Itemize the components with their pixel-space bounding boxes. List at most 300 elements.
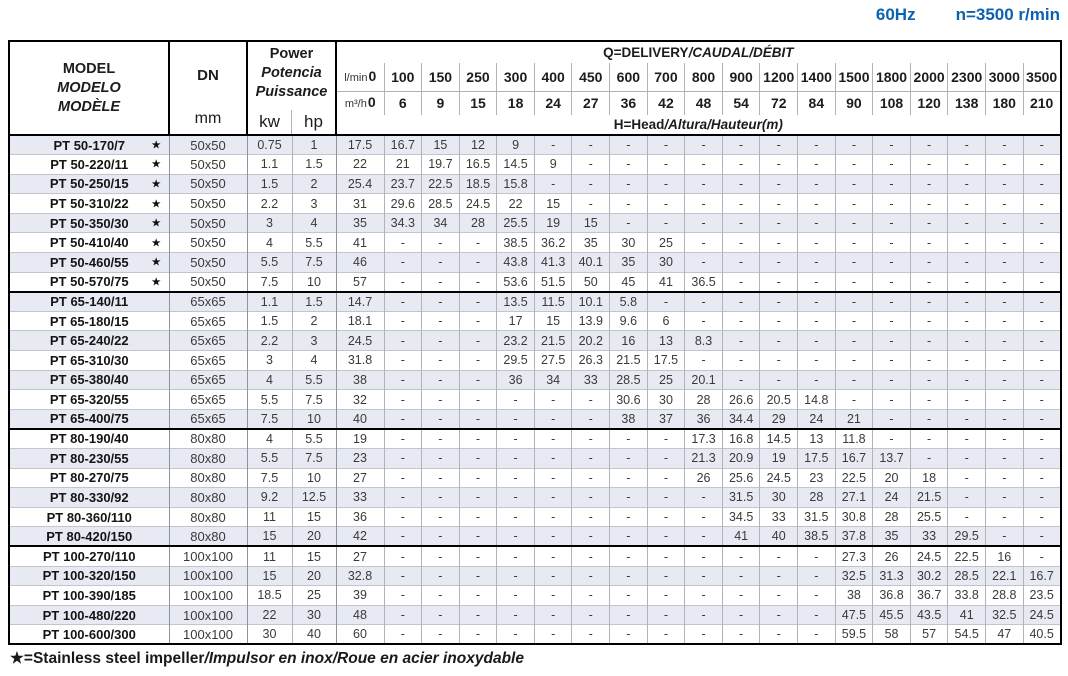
pump-row: [9, 194, 1061, 214]
flow-m3h-value: 15: [459, 92, 497, 115]
head-value-cell: 22.5: [948, 546, 986, 566]
head-value-cell: 25.6: [722, 468, 760, 488]
flow-lmin-value: 450: [572, 63, 610, 91]
power-header-en: Power: [269, 46, 314, 62]
head-value-cell: -: [835, 272, 873, 292]
head-value-cell: 23: [336, 449, 384, 469]
head-value-cell: -: [384, 429, 422, 449]
flow-m3h-value: 36: [610, 92, 648, 115]
head-value-cell: -: [1023, 390, 1061, 410]
head-value-cell: -: [873, 370, 911, 390]
head-value-cell: 17.5: [647, 351, 685, 371]
head-value-cell: -: [798, 625, 836, 645]
head-value-cell: -: [534, 409, 572, 429]
head-value-cell: 36.7: [910, 586, 948, 606]
head-value-cell: -: [610, 174, 648, 194]
kw-cell: 4: [247, 370, 292, 390]
head-value-cell: -: [685, 488, 723, 508]
head-value-cell: -: [910, 390, 948, 410]
model-header-es: MODELO: [57, 79, 121, 96]
head-value-cell: -: [459, 527, 497, 547]
pump-row: [9, 370, 1061, 390]
head-value-cell: -: [384, 605, 422, 625]
head-value-cell: 13: [798, 429, 836, 449]
model-name: PT 50-460/55: [49, 254, 129, 270]
head-value-cell: 34.5: [722, 507, 760, 527]
model-cell: [9, 331, 169, 351]
head-value-cell: 15: [534, 311, 572, 331]
power-column-header: [247, 41, 336, 135]
head-value-cell: -: [873, 194, 911, 214]
model-cell: [9, 272, 169, 292]
head-value-cell: -: [760, 272, 798, 292]
head-value-cell: -: [534, 527, 572, 547]
head-value-cell: 33: [910, 527, 948, 547]
head-value-cell: -: [685, 507, 723, 527]
head-value-cell: -: [986, 272, 1024, 292]
dn-cell: 100x100: [169, 625, 247, 645]
head-value-cell: -: [1023, 135, 1061, 155]
model-name: PT 80-230/55: [49, 450, 129, 466]
head-value-cell: -: [986, 311, 1024, 331]
pump-row: [9, 566, 1061, 586]
head-value-cell: -: [1023, 155, 1061, 175]
pump-row: [9, 546, 1061, 566]
head-value-cell: -: [873, 351, 911, 371]
head-value-cell: 22.5: [422, 174, 460, 194]
head-value-cell: -: [572, 566, 610, 586]
head-value-cell: -: [497, 468, 535, 488]
model-name: PT 100-600/300: [42, 626, 136, 642]
head-value-cell: 29.6: [384, 194, 422, 214]
kw-cell: 3: [247, 213, 292, 233]
head-value-cell: 24.5: [910, 546, 948, 566]
head-value-cell: -: [948, 351, 986, 371]
flow-m3h-unit-cell: [336, 92, 384, 115]
head-value-cell: 28: [873, 507, 911, 527]
head-value-cell: -: [459, 331, 497, 351]
head-value-cell: 30.6: [610, 390, 648, 410]
flow-lmin-value: 2000: [910, 63, 948, 91]
head-value-cell: -: [572, 586, 610, 606]
head-value-cell: -: [760, 625, 798, 645]
model-name: PT 50-410/40: [49, 235, 129, 251]
pump-row: [9, 272, 1061, 292]
model-cell: [9, 625, 169, 645]
head-value-cell: -: [986, 390, 1024, 410]
head-value-cell: -: [1023, 429, 1061, 449]
model-cell: [9, 370, 169, 390]
flow-lmin-value: 1500: [835, 63, 873, 91]
model-cell: [9, 605, 169, 625]
model-name: PT 80-190/40: [49, 431, 129, 447]
head-value-cell: 21: [384, 155, 422, 175]
head-value-cell: -: [948, 233, 986, 253]
head-value-cell: -: [1023, 311, 1061, 331]
head-value-cell: -: [384, 390, 422, 410]
model-cell: [9, 253, 169, 273]
head-value-cell: 23: [798, 468, 836, 488]
head-value-cell: -: [760, 331, 798, 351]
head-value-cell: -: [459, 292, 497, 312]
delivery-header-en: Q=DELIVERY: [603, 45, 689, 61]
head-value-cell: -: [873, 311, 911, 331]
head-value-cell: 26.6: [722, 390, 760, 410]
head-value-cell: -: [798, 213, 836, 233]
flow-lmin-value: 100: [384, 63, 422, 91]
head-value-cell: -: [722, 292, 760, 312]
model-cell: [9, 174, 169, 194]
flow-m3h-value: 9: [422, 92, 460, 115]
model-cell: [9, 449, 169, 469]
head-value-cell: -: [497, 527, 535, 547]
head-value-cell: -: [422, 311, 460, 331]
stainless-steel-star-icon: ★: [151, 139, 162, 152]
head-value-cell: 46: [336, 253, 384, 273]
hp-cell: 7.5: [292, 449, 336, 469]
kw-cell: 1.1: [247, 155, 292, 175]
hp-cell: 10: [292, 409, 336, 429]
dn-cell: 65x65: [169, 351, 247, 371]
lmin-unit-label: l/min: [344, 72, 368, 85]
head-value-cell: -: [835, 135, 873, 155]
star-footnote: [10, 649, 524, 668]
hp-cell: 12.5: [292, 488, 336, 508]
dn-unit-label: mm: [194, 110, 222, 127]
head-value-cell: 17.5: [336, 135, 384, 155]
dn-cell: 50x50: [169, 272, 247, 292]
head-value-cell: 34: [422, 213, 460, 233]
head-value-cell: -: [948, 135, 986, 155]
head-value-cell: -: [572, 174, 610, 194]
head-value-cell: -: [873, 409, 911, 429]
head-value-cell: 31.3: [873, 566, 911, 586]
head-value-cell: -: [422, 449, 460, 469]
dn-cell: 65x65: [169, 331, 247, 351]
operating-conditions: [876, 5, 1060, 25]
head-value-cell: -: [384, 331, 422, 351]
pump-row: [9, 351, 1061, 371]
head-value-cell: -: [722, 233, 760, 253]
head-value-cell: -: [685, 213, 723, 233]
head-value-cell: 59.5: [835, 625, 873, 645]
head-value-cell: 28.5: [422, 194, 460, 214]
head-value-cell: -: [422, 527, 460, 547]
head-value-cell: 13.7: [873, 449, 911, 469]
head-value-cell: -: [873, 135, 911, 155]
head-value-cell: -: [384, 370, 422, 390]
head-value-cell: -: [422, 351, 460, 371]
head-value-cell: -: [422, 586, 460, 606]
head-value-cell: 20.5: [760, 390, 798, 410]
head-value-cell: -: [685, 174, 723, 194]
head-value-cell: 16: [986, 546, 1024, 566]
dn-cell: 50x50: [169, 213, 247, 233]
head-value-cell: -: [910, 292, 948, 312]
head-value-cell: 15: [572, 213, 610, 233]
head-value-cell: -: [722, 351, 760, 371]
head-value-cell: 36: [336, 507, 384, 527]
head-value-cell: -: [610, 429, 648, 449]
head-value-cell: 27: [336, 546, 384, 566]
model-cell: [9, 155, 169, 175]
model-name: PT 50-570/75: [49, 274, 129, 290]
head-value-cell: -: [986, 370, 1024, 390]
head-value-cell: 23.2: [497, 331, 535, 351]
head-value-cell: -: [910, 253, 948, 273]
pump-row: [9, 605, 1061, 625]
head-value-cell: -: [798, 272, 836, 292]
head-value-cell: -: [610, 468, 648, 488]
pump-row: [9, 135, 1061, 155]
head-value-cell: -: [459, 507, 497, 527]
head-value-cell: -: [610, 605, 648, 625]
head-value-cell: -: [948, 311, 986, 331]
model-cell: [9, 429, 169, 449]
flow-m3h-value: 48: [685, 92, 723, 115]
pump-row: [9, 586, 1061, 606]
head-value-cell: 27.1: [835, 488, 873, 508]
head-value-cell: 37.8: [835, 527, 873, 547]
flow-m3h-value: 42: [647, 92, 685, 115]
head-value-cell: -: [534, 605, 572, 625]
head-value-cell: -: [534, 390, 572, 410]
head-value-cell: -: [497, 546, 535, 566]
flow-lmin-unit-cell: [336, 63, 384, 91]
head-value-cell: -: [422, 625, 460, 645]
head-value-cell: -: [384, 311, 422, 331]
head-value-cell: -: [722, 625, 760, 645]
pump-row: [9, 468, 1061, 488]
head-value-cell: 15: [422, 135, 460, 155]
head-value-cell: 54.5: [948, 625, 986, 645]
head-value-cell: -: [647, 507, 685, 527]
head-value-cell: -: [1023, 174, 1061, 194]
pump-row: [9, 449, 1061, 469]
model-name: PT 100-480/220: [42, 607, 136, 623]
head-value-cell: -: [1023, 409, 1061, 429]
head-value-cell: -: [647, 449, 685, 469]
footnote-en: Stainless steel impeller: [32, 650, 205, 667]
model-name: PT 50-170/7: [53, 137, 126, 153]
flow-lmin-value: 250: [459, 63, 497, 91]
hp-cell: 20: [292, 527, 336, 547]
head-value-cell: -: [873, 253, 911, 273]
dn-cell: 80x80: [169, 449, 247, 469]
head-value-cell: -: [685, 194, 723, 214]
head-value-cell: 11.5: [534, 292, 572, 312]
head-value-cell: -: [384, 253, 422, 273]
hp-cell: 5.5: [292, 370, 336, 390]
head-value-cell: -: [835, 292, 873, 312]
head-value-cell: -: [798, 174, 836, 194]
head-value-cell: -: [910, 449, 948, 469]
kw-cell: 2.2: [247, 194, 292, 214]
head-value-cell: 19: [534, 213, 572, 233]
head-value-cell: 30: [610, 233, 648, 253]
kw-cell: 5.5: [247, 253, 292, 273]
head-value-cell: 51.5: [534, 272, 572, 292]
model-cell: [9, 135, 169, 155]
head-value-cell: 35: [873, 527, 911, 547]
hp-cell: 15: [292, 507, 336, 527]
head-value-cell: -: [986, 155, 1024, 175]
model-name: PT 65-180/15: [49, 313, 129, 329]
head-value-cell: 20.2: [572, 331, 610, 351]
head-value-cell: -: [534, 449, 572, 469]
head-value-cell: 26.3: [572, 351, 610, 371]
kw-cell: 5.5: [247, 449, 292, 469]
head-value-cell: 40.5: [1023, 625, 1061, 645]
head-value-cell: -: [910, 272, 948, 292]
head-value-cell: -: [835, 155, 873, 175]
head-value-cell: -: [760, 174, 798, 194]
head-value-cell: -: [948, 194, 986, 214]
head-value-cell: -: [422, 605, 460, 625]
head-value-cell: -: [572, 605, 610, 625]
kw-cell: 0.75: [247, 135, 292, 155]
head-value-cell: -: [384, 272, 422, 292]
pump-row: [9, 527, 1061, 547]
head-value-cell: 23.5: [1023, 586, 1061, 606]
dn-cell: 100x100: [169, 546, 247, 566]
head-value-cell: -: [798, 155, 836, 175]
head-value-cell: -: [459, 390, 497, 410]
head-value-cell: -: [1023, 351, 1061, 371]
head-value-cell: -: [1023, 507, 1061, 527]
head-value-cell: 27.3: [835, 546, 873, 566]
head-value-cell: -: [835, 174, 873, 194]
head-value-cell: -: [835, 253, 873, 273]
head-value-cell: -: [910, 213, 948, 233]
head-value-cell: -: [760, 233, 798, 253]
kw-cell: 5.5: [247, 390, 292, 410]
head-value-cell: -: [610, 625, 648, 645]
flow-lmin-value: 700: [647, 63, 685, 91]
head-value-cell: -: [910, 233, 948, 253]
head-value-cell: -: [722, 586, 760, 606]
head-value-cell: 41: [948, 605, 986, 625]
head-value-cell: -: [534, 546, 572, 566]
flow-m3h-value: 18: [497, 92, 535, 115]
head-value-cell: 18.1: [336, 311, 384, 331]
head-value-cell: -: [986, 194, 1024, 214]
head-value-cell: 16.5: [459, 155, 497, 175]
head-value-cell: 23.7: [384, 174, 422, 194]
head-value-cell: -: [497, 409, 535, 429]
head-value-cell: 18: [910, 468, 948, 488]
head-value-cell: 20: [873, 468, 911, 488]
dn-column-header: [169, 41, 247, 135]
head-value-cell: 41: [722, 527, 760, 547]
model-cell: [9, 311, 169, 331]
head-value-cell: -: [647, 546, 685, 566]
head-value-cell: -: [572, 527, 610, 547]
head-value-cell: 41: [647, 272, 685, 292]
head-value-cell: -: [572, 468, 610, 488]
head-value-cell: -: [572, 390, 610, 410]
flow-lmin-value: 300: [497, 63, 535, 91]
flow-lmin-value: 400: [534, 63, 572, 91]
head-value-cell: 22.5: [835, 468, 873, 488]
head-value-cell: 50: [572, 272, 610, 292]
head-value-cell: 57: [910, 625, 948, 645]
head-value-cell: -: [610, 566, 648, 586]
head-value-cell: 9.6: [610, 311, 648, 331]
kw-cell: 2.2: [247, 331, 292, 351]
head-value-cell: -: [610, 507, 648, 527]
model-cell: [9, 546, 169, 566]
head-value-cell: 28.5: [948, 566, 986, 586]
model-name: PT 80-420/150: [46, 528, 133, 544]
head-value-cell: -: [647, 174, 685, 194]
head-value-cell: -: [459, 272, 497, 292]
head-value-cell: 25.5: [497, 213, 535, 233]
head-header-en: H=Head: [613, 116, 665, 132]
head-value-cell: -: [722, 135, 760, 155]
head-value-cell: -: [760, 253, 798, 273]
head-value-cell: 20.9: [722, 449, 760, 469]
flow-lmin-value: 150: [422, 63, 460, 91]
head-value-cell: -: [798, 351, 836, 371]
head-value-cell: -: [422, 390, 460, 410]
pump-row: [9, 429, 1061, 449]
flow-m3h-value: 210: [1023, 92, 1061, 115]
head-value-cell: -: [459, 253, 497, 273]
model-cell: [9, 507, 169, 527]
head-value-cell: -: [422, 272, 460, 292]
head-value-cell: -: [1023, 546, 1061, 566]
power-header-es: Potencia: [261, 65, 322, 81]
head-value-cell: 32.5: [986, 605, 1024, 625]
head-value-cell: -: [422, 566, 460, 586]
head-value-cell: -: [798, 605, 836, 625]
dn-cell: 50x50: [169, 155, 247, 175]
head-value-cell: 26: [685, 468, 723, 488]
dn-cell: 80x80: [169, 507, 247, 527]
head-value-cell: -: [722, 272, 760, 292]
dn-cell: 65x65: [169, 370, 247, 390]
head-value-cell: -: [986, 135, 1024, 155]
stainless-steel-star-icon: ★: [151, 178, 162, 191]
model-name: PT 50-250/15: [49, 176, 129, 192]
model-name: PT 100-390/185: [42, 587, 136, 603]
head-value-cell: -: [948, 253, 986, 273]
head-value-cell: -: [685, 625, 723, 645]
head-value-cell: -: [685, 155, 723, 175]
head-value-cell: -: [986, 527, 1024, 547]
head-value-cell: -: [647, 468, 685, 488]
head-value-cell: -: [647, 586, 685, 606]
head-value-cell: -: [910, 351, 948, 371]
kw-cell: 7.5: [247, 272, 292, 292]
head-value-cell: 43.8: [497, 253, 535, 273]
head-value-cell: 38: [610, 409, 648, 429]
head-value-cell: 36.8: [873, 586, 911, 606]
head-value-cell: 14.5: [497, 155, 535, 175]
head-value-cell: -: [873, 233, 911, 253]
head-value-cell: -: [534, 488, 572, 508]
pump-row: [9, 625, 1061, 645]
dn-cell: 100x100: [169, 586, 247, 606]
stainless-steel-star-icon: ★: [151, 276, 162, 289]
kw-cell: 7.5: [247, 468, 292, 488]
head-value-cell: 57: [336, 272, 384, 292]
head-value-cell: 32: [336, 390, 384, 410]
head-value-cell: -: [1023, 488, 1061, 508]
head-value-cell: 5.8: [610, 292, 648, 312]
head-value-cell: -: [685, 586, 723, 606]
